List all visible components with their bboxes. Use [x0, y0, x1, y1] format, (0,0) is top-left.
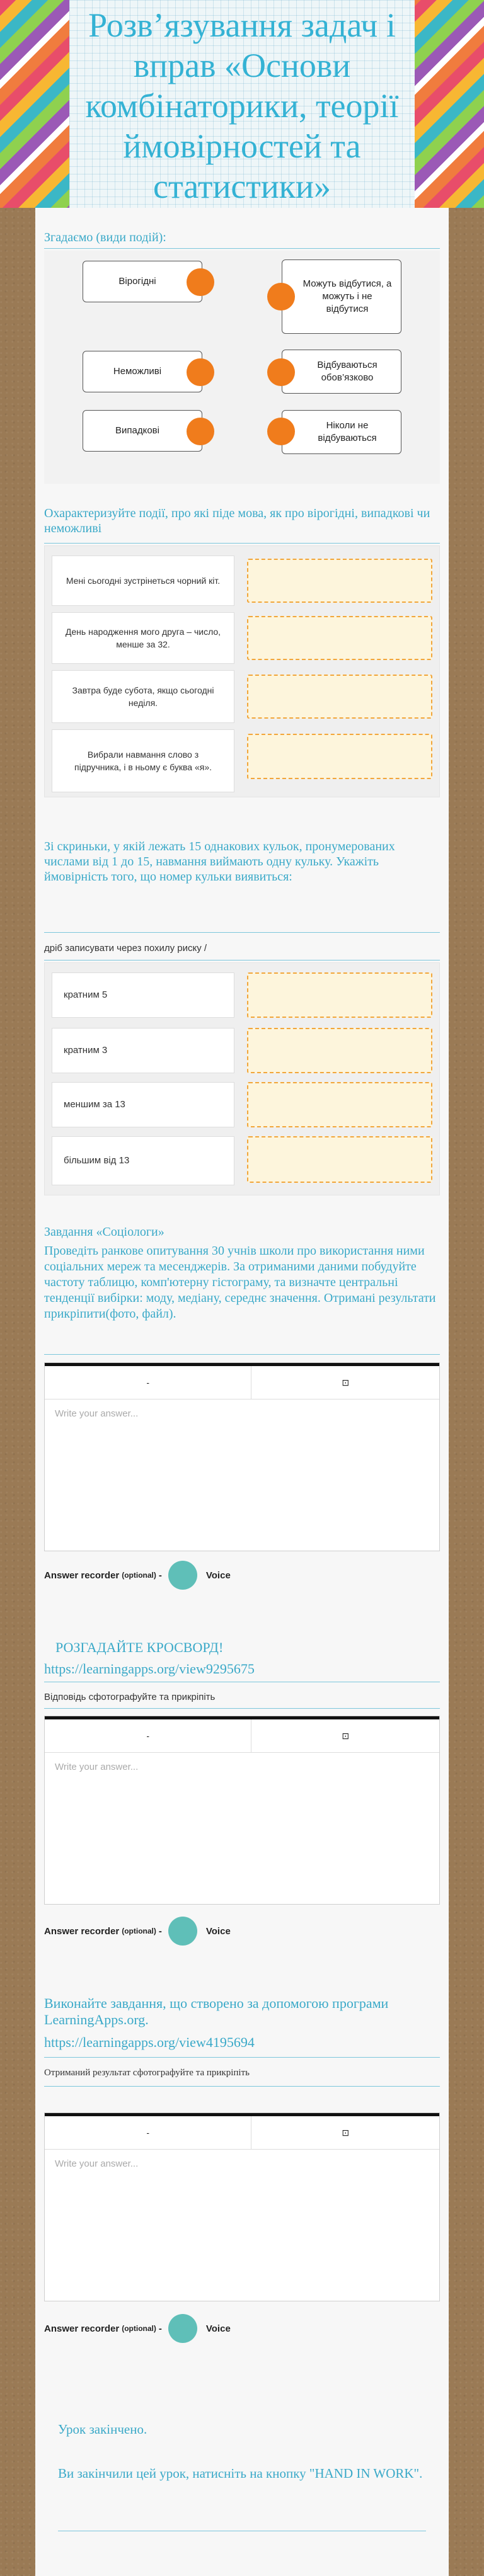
statement-card[interactable]: Мені сьогодні зустрінеться чорний кіт.: [52, 556, 234, 606]
fraction-note: дріб записувати через похилу риску /: [44, 943, 207, 954]
header-banner: [0, 0, 484, 208]
task-body: Проведіть ранкове опитування 30 учнів школи про використання ними соціальних мереж та месенджерів. За отриманими даними побудуйте частоту таблицю, комп'ютерну гістограму, та визначте центральні тенденції вибірки: моду, медіану, середнє значення. Отримані результати прикріпити(фото, файл).: [44, 1244, 436, 1321]
statement-card[interactable]: Вибрали навмання слово з підручника, і в ньому є буква «я».: [52, 729, 234, 792]
connector-dot[interactable]: [187, 418, 214, 445]
divider: [44, 248, 440, 249]
match-right-3[interactable]: Ніколи не відбуваються: [282, 410, 401, 454]
balls-heading: Зі скриньки, у якій лежать 15 однакових кульок, пронумерованих числами від 1 до 15, навмання виймають одну кульку. Укажіть ймовірність того, що номер кульки виявиться:: [44, 840, 395, 884]
voice-label[interactable]: Voice: [205, 1925, 231, 1937]
statement-card[interactable]: кратним 3: [52, 1028, 234, 1073]
connector-dot[interactable]: [267, 358, 295, 386]
drop-zone[interactable]: [247, 559, 432, 603]
answer-textarea[interactable]: Write your answer...: [55, 2158, 139, 2169]
microphone-icon[interactable]: [168, 2314, 197, 2343]
connector-dot[interactable]: [187, 268, 214, 296]
crossword-note: Відповідь сфотографуйте та прикріпіть: [44, 1692, 216, 1702]
answer-textarea[interactable]: Write your answer...: [55, 1762, 139, 1772]
text-tool-button[interactable]: -: [45, 2116, 251, 2149]
drop-zone[interactable]: [247, 972, 432, 1018]
statement-card[interactable]: більшим від 13: [52, 1136, 234, 1185]
drop-zone[interactable]: [247, 734, 432, 779]
match-left-1[interactable]: Вірогідні: [83, 261, 202, 302]
crossword-heading: РОЗГАДАЙТЕ КРОСВОРД!: [55, 1639, 224, 1655]
text-tool-button[interactable]: -: [45, 1719, 251, 1752]
answer-recorder: [44, 1917, 231, 1946]
match-heading: Згадаємо (види подій):: [44, 231, 166, 244]
editor-toolbar: [45, 1716, 439, 1753]
text-tool-button[interactable]: -: [45, 1366, 251, 1399]
answer-editor: [44, 2112, 440, 2301]
recorder-optional: (optional): [122, 1571, 156, 1580]
divider: [44, 2086, 440, 2087]
answer-textarea[interactable]: Write your answer...: [55, 1408, 139, 1419]
recorder-dash: -: [158, 2323, 162, 2334]
divider: [44, 1708, 440, 1709]
drop-zone[interactable]: [247, 616, 432, 660]
microphone-icon[interactable]: [168, 1561, 197, 1590]
lesson-ended: Урок закінчено.: [58, 2422, 147, 2437]
divider: [44, 543, 440, 544]
image-icon[interactable]: ⊡: [342, 1377, 350, 1388]
microphone-icon[interactable]: [168, 1917, 197, 1946]
statement-card[interactable]: Завтра буде субота, якщо сьогодні неділя.: [52, 670, 234, 723]
recorder-optional: (optional): [122, 2324, 156, 2333]
divider: [44, 932, 440, 933]
editor-toolbar: [45, 2113, 439, 2150]
image-icon[interactable]: ⊡: [342, 2127, 350, 2138]
connector-dot[interactable]: [267, 283, 295, 311]
statement-card[interactable]: меншим за 13: [52, 1082, 234, 1127]
page-title: Розв’язування задач і вправ «Основи комбінаторики, теорії ймовірностей та статистики»: [85, 6, 399, 205]
editor-toolbar: [45, 1363, 439, 1399]
voice-label[interactable]: Voice: [205, 1570, 231, 1581]
hand-in-instruction: Ви закінчили цей урок, натисніть на кнопку "HAND IN WORK".: [58, 2466, 423, 2481]
voice-label[interactable]: Voice: [205, 2323, 231, 2334]
match-left-2[interactable]: Неможливі: [83, 351, 202, 392]
learningapps-heading: Виконайте завдання, що створено за допомогою програми LearningApps.org.: [44, 1995, 389, 2027]
crossword-link[interactable]: https://learningapps.org/view9295675: [44, 1661, 255, 1677]
learningapps-link[interactable]: https://learningapps.org/view4195694: [44, 2034, 255, 2050]
statement-card[interactable]: День народження мого друга – число, менше за 32.: [52, 612, 234, 664]
statement-card[interactable]: кратним 5: [52, 972, 234, 1018]
answer-recorder: [44, 2314, 231, 2343]
task-heading: Завдання «Соціологи»: [44, 1225, 164, 1239]
recorder-dash: -: [158, 1570, 162, 1581]
characterize-heading: Охарактеризуйте події, про які піде мова, як про вірогідні, випадкові чи неможливі: [44, 506, 430, 535]
image-icon[interactable]: ⊡: [342, 1730, 350, 1741]
match-left-3[interactable]: Випадкові: [83, 410, 202, 452]
drop-zone[interactable]: [247, 1136, 432, 1183]
learningapps-note: Отриманий результат сфотографуйте та прикріпіть: [44, 2068, 250, 2078]
answer-editor: [44, 1716, 440, 1905]
drop-zone[interactable]: [247, 675, 432, 719]
recorder-label: Answer recorder: [44, 1925, 120, 1937]
recorder-label: Answer recorder: [44, 1570, 120, 1581]
divider: [44, 1354, 440, 1355]
recorder-dash: -: [158, 1925, 162, 1937]
connector-dot[interactable]: [267, 418, 295, 445]
divider: [44, 2057, 440, 2058]
connector-dot[interactable]: [187, 358, 214, 386]
match-right-1[interactable]: Можуть відбутися, а можуть і не відбутися: [282, 259, 401, 334]
recorder-optional: (optional): [122, 1927, 156, 1935]
drop-zone[interactable]: [247, 1028, 432, 1073]
drop-zone[interactable]: [247, 1082, 432, 1127]
answer-editor: [44, 1362, 440, 1551]
answer-recorder: [44, 1561, 231, 1590]
recorder-label: Answer recorder: [44, 2323, 120, 2334]
match-right-2[interactable]: Відбуваються обов’язково: [282, 350, 401, 394]
